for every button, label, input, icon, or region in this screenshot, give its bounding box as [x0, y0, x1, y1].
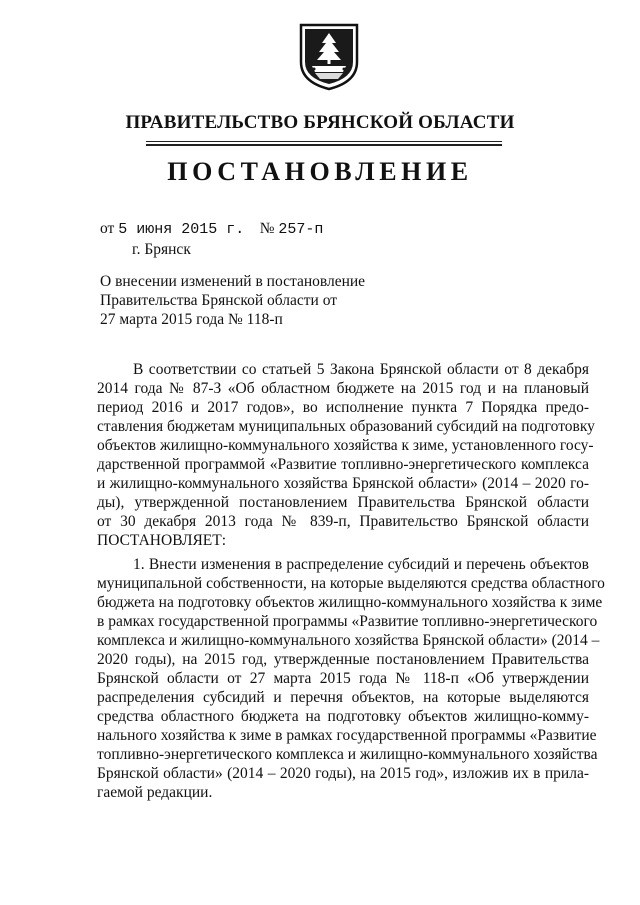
body-line: гаемой редакции.	[97, 784, 213, 801]
document-subject	[100, 272, 365, 329]
body-line: средства областного бюджета на подготовку объектов жилищно-комму-	[97, 708, 589, 725]
subject-line: Правительства Брянской области от	[100, 292, 338, 309]
body-line: 2020 годы), на 2015 год, утвержденные постановлением Правительства	[97, 651, 589, 668]
body-line: Брянской области» (2014 – 2020 годы), на 2015 год», изложив их в прила-	[97, 765, 589, 782]
body-line: объектов жилищно-коммунального хозяйства к зиме, установленного госу-	[97, 437, 594, 454]
body-line: ПОСТАНОВЛЯЕТ:	[97, 532, 227, 549]
body-line: 1. Внести изменения в распределение субсидий и перечень объектов	[133, 556, 589, 573]
body-line: комплекса и жилищно-коммунального хозяйства Брянской области» (2014 –	[97, 632, 600, 649]
header-divider-thin	[146, 141, 502, 142]
body-line: и жилищно-коммунального хозяйства Брянской области» (2014 – 2020 го-	[97, 475, 589, 492]
body-paragraph-preamble	[97, 360, 595, 550]
document-number: 257-п	[278, 221, 324, 238]
body-line: 2014 года № 87-З «Об областном бюджете на 2015 год и на плановый	[97, 380, 589, 397]
body-line: муниципальной собственности, на которые выделяются средства областного	[97, 575, 605, 592]
body-line: В соответствии со статьей 5 Закона Брянской области от 8 декабря	[133, 361, 589, 378]
date-number-line	[100, 220, 323, 238]
header-divider-thick	[146, 144, 502, 146]
body-line: в рамках государственной программы «Развитие топливно-энергетического	[97, 613, 598, 630]
body-line: нального хозяйства к зиме в рамках государственной программы «Развитие	[97, 727, 597, 744]
body-line: топливно-энергетического комплекса и жилищно-коммунального хозяйства	[97, 746, 598, 763]
subject-line: 27 марта 2015 года № 118-п	[100, 311, 283, 328]
body-line: Брянской области от 27 марта 2015 года № 118-п «Об утверждении	[97, 670, 589, 687]
body-line: ды), утвержденной постановлением Правительства Брянской области	[97, 494, 589, 511]
bryansk-coat-of-arms-icon	[298, 22, 360, 92]
organization-title: ПРАВИТЕЛЬСТВО БРЯНСКОЙ ОБЛАСТИ	[125, 112, 515, 133]
document-date: 5 июня 2015 г.	[118, 221, 245, 238]
body-line: ставления бюджетам муниципальных образований субсидий на подготовку	[97, 418, 595, 435]
body-paragraph-item-1	[97, 555, 605, 802]
document-city: г. Брянск	[132, 241, 191, 258]
body-line: от 30 декабря 2013 года № 839-п, Правительство Брянской области	[97, 513, 589, 530]
number-sign: №	[259, 220, 275, 237]
body-line: распределения субсидий и перечня объектов, на которые выделяются	[97, 689, 589, 706]
document-type-title: ПОСТАНОВЛЕНИЕ	[167, 157, 473, 186]
date-prefix: от	[100, 220, 115, 237]
body-line: дарственной программой «Развитие топливно-энергетического комплекса	[97, 456, 589, 473]
subject-line: О внесении изменений в постановление	[100, 273, 366, 290]
body-line: период 2016 и 2017 годов», во исполнение пункта 7 Порядка предо-	[97, 399, 589, 416]
body-line: бюджета на подготовку объектов жилищно-коммунального хозяйства к зиме	[97, 594, 603, 611]
